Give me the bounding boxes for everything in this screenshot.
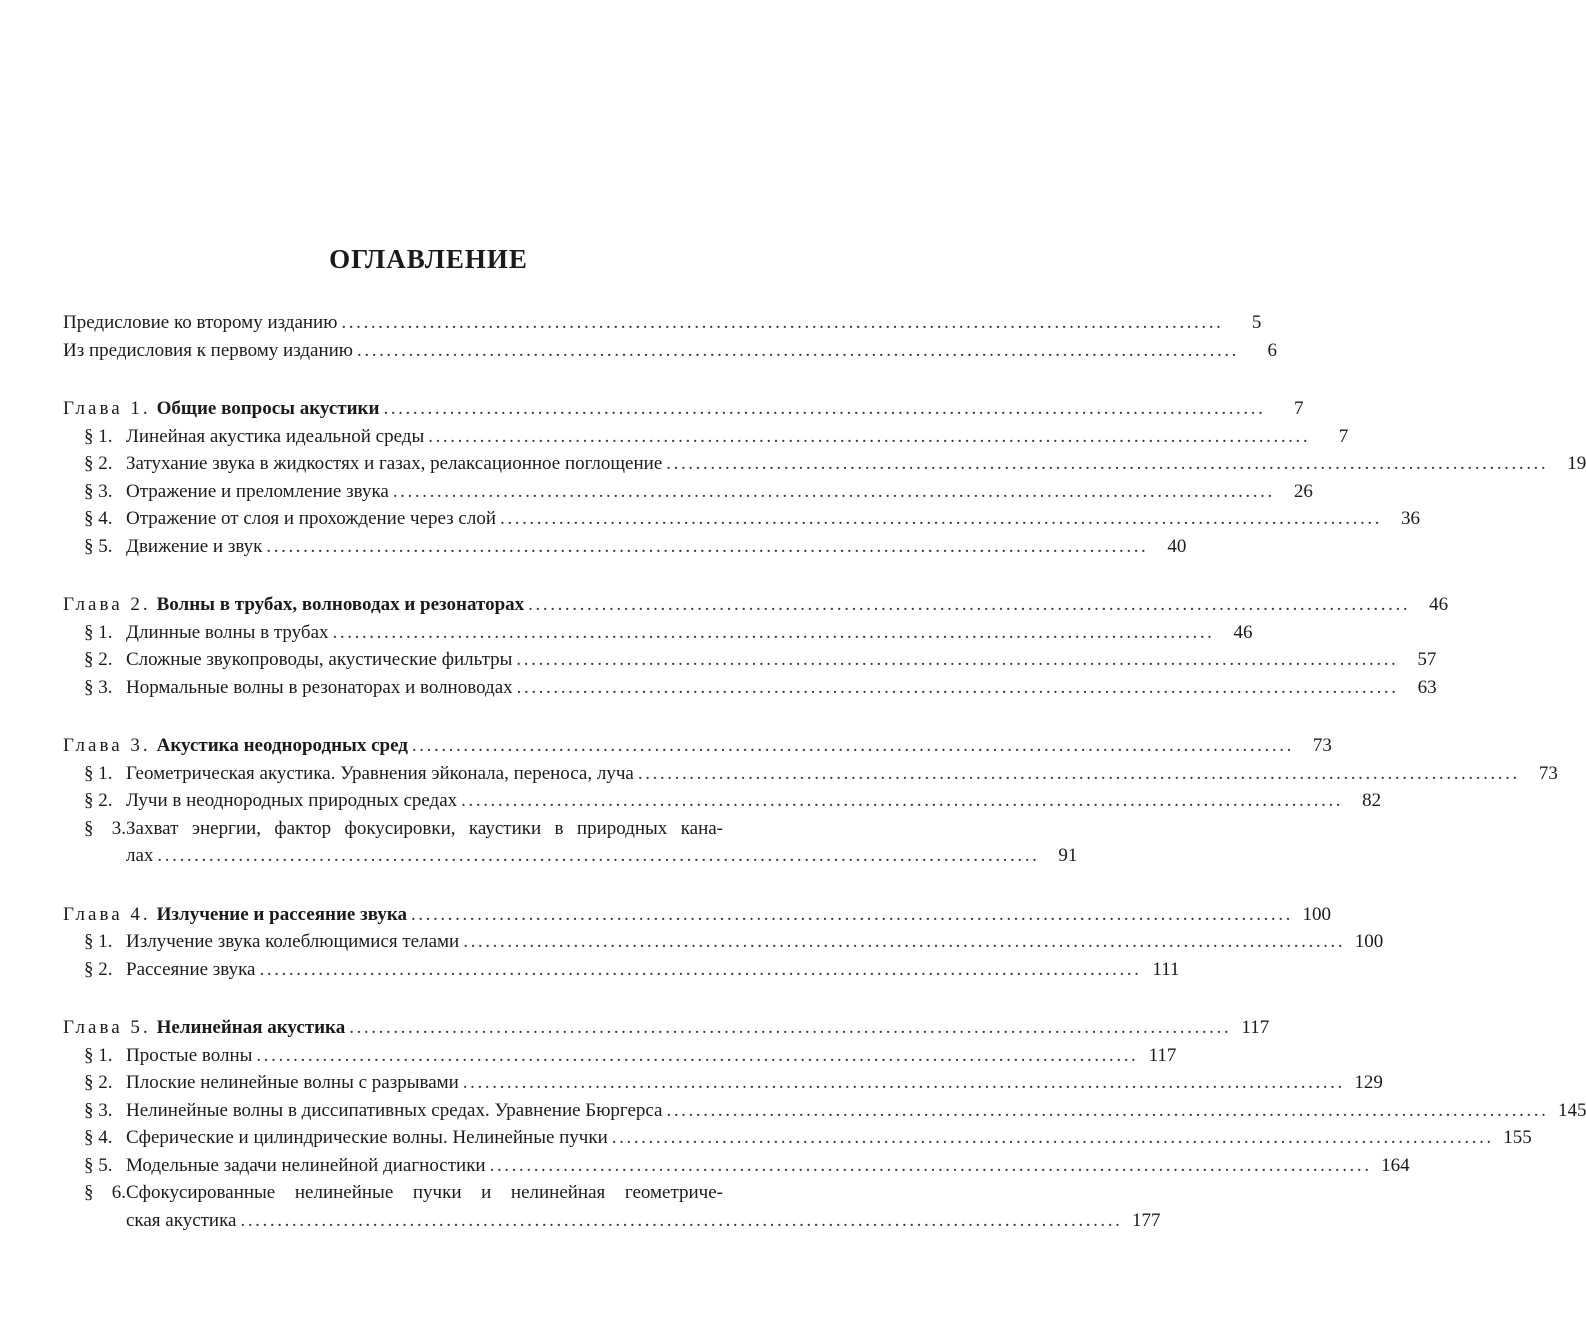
toc-page-number: 129	[1354, 1072, 1383, 1093]
section-number: § 5.	[84, 535, 113, 557]
toc-section[interactable]	[63, 1069, 1383, 1097]
dot-leader: ........................................................................................................................	[462, 1072, 1345, 1093]
dot-leader: ........................................................................................................................	[259, 958, 1142, 980]
chapter-label: Глава 3.	[63, 735, 151, 756]
toc-section-line1[interactable]	[63, 815, 775, 843]
toc-page-number: 7	[1338, 425, 1349, 447]
toc-page-number: 57	[1417, 649, 1437, 670]
chapter-title: Излучение и рассеяние звука	[156, 903, 407, 925]
section-title: Отражение и преломление звука	[126, 480, 389, 502]
dot-leader: ........................................................................................................................	[528, 594, 1411, 615]
section-title-continued: лах	[126, 845, 154, 866]
section-number: § 3.	[84, 817, 126, 839]
section-number: § 1.	[84, 931, 113, 952]
dot-leader: ........................................................................................................................	[489, 1154, 1372, 1176]
toc-section[interactable]	[63, 787, 1382, 815]
toc-page-number: 6	[1267, 339, 1278, 361]
section-number: § 4.	[84, 508, 113, 529]
toc-section[interactable]	[63, 646, 1437, 674]
section-number: § 1.	[84, 621, 113, 643]
toc-section-line2[interactable]	[63, 1207, 1161, 1235]
dot-leader: ........................................................................................................................	[500, 508, 1383, 529]
toc-section[interactable]	[63, 478, 1313, 506]
section-title: Плоские нелинейные волны с разрывами	[126, 1072, 459, 1093]
dot-leader: ........................................................................................................................	[516, 649, 1399, 670]
dot-leader: ........................................................................................................................	[349, 1017, 1232, 1038]
chapter-label: Глава 5.	[63, 1017, 151, 1038]
spacer	[63, 364, 775, 395]
toc-section[interactable]	[63, 450, 1586, 478]
toc-page-number: 46	[1233, 621, 1253, 643]
toc-section[interactable]	[63, 1097, 1586, 1125]
section-title: Лучи в неоднородных природных средах	[126, 790, 458, 811]
dot-leader: ........................................................................................................................	[516, 676, 1399, 698]
chapter-title: Общие вопросы акустики	[156, 398, 380, 419]
toc-page-number: 117	[1241, 1017, 1270, 1038]
section-number: § 3.	[84, 480, 113, 502]
section-title: Захват энергии, фактор фокусировки, каустики в природных кана-	[126, 817, 723, 839]
section-number: § 2.	[84, 649, 113, 670]
chapter-label: Глава 4.	[63, 903, 151, 925]
section-number: § 1.	[84, 425, 113, 447]
section-title: Рассеяние звука	[126, 958, 256, 980]
toc-page-number: 155	[1503, 1127, 1532, 1148]
toc-section[interactable]	[63, 928, 1384, 956]
spacer	[63, 983, 775, 1014]
toc-page-number: 91	[1058, 845, 1078, 866]
toc-page-number: 145	[1557, 1099, 1586, 1121]
toc-chapter-3[interactable]	[63, 732, 1332, 760]
chapter-label: Глава 2.	[63, 594, 151, 615]
dot-leader: ........................................................................................................................	[357, 339, 1240, 361]
section-title: Нелинейные волны в диссипативных средах. Уравнение Бюргерса	[126, 1099, 663, 1121]
dot-leader: ........................................................................................................................	[637, 762, 1520, 784]
toc-page-number: 40	[1167, 535, 1187, 557]
toc-page-number: 117	[1148, 1044, 1177, 1066]
section-number: § 2.	[84, 453, 113, 474]
toc-section[interactable]	[63, 619, 1253, 647]
toc-chapter-1[interactable]	[63, 395, 1304, 423]
dot-leader: ........................................................................................................................	[611, 1127, 1494, 1148]
toc-chapter-2[interactable]	[63, 591, 1449, 619]
toc-section[interactable]	[63, 1042, 1177, 1070]
dot-leader: ........................................................................................................................	[266, 535, 1149, 557]
section-title: Затухание звука в жидкостях и газах, релаксационное поглощение	[126, 453, 663, 474]
section-title: Излучение звука колеблющимися телами	[126, 931, 460, 952]
dot-leader: ........................................................................................................................	[428, 425, 1311, 447]
section-title: Геометрическая акустика. Уравнения эйконала, переноса, луча	[126, 762, 634, 784]
dot-leader: ........................................................................................................................	[410, 903, 1293, 925]
dot-leader: ........................................................................................................................	[411, 735, 1294, 756]
section-title: Модельные задачи нелинейной диагностики	[126, 1154, 486, 1176]
chapter-title: Волны в трубах, волноводах и резонаторах	[156, 594, 525, 615]
dot-leader: ........................................................................................................................	[383, 398, 1266, 419]
toc-page-number: 63	[1417, 676, 1437, 698]
section-title: Нормальные волны в резонаторах и волноводах	[126, 676, 513, 698]
section-title: Линейная акустика идеальной среды	[126, 425, 425, 447]
dot-leader: ........................................................................................................................	[392, 480, 1275, 502]
dot-leader: ........................................................................................................................	[461, 790, 1344, 811]
section-number: § 5.	[84, 1154, 113, 1176]
chapter-label: Глава 1.	[63, 398, 151, 419]
section-number: § 4.	[84, 1127, 113, 1148]
spacer	[63, 870, 775, 901]
page-title: ОГЛАВЛЕНИЕ	[329, 244, 528, 274]
toc-page-number: 7	[1293, 398, 1304, 419]
toc-page-number: 164	[1381, 1154, 1410, 1176]
toc-page-number: 82	[1362, 790, 1382, 811]
toc-section[interactable]	[63, 956, 1180, 984]
section-number: § 1.	[84, 762, 113, 784]
section-number: § 2.	[84, 1072, 113, 1093]
dot-leader: ........................................................................................................................	[666, 453, 1549, 474]
section-number: § 2.	[84, 790, 113, 811]
section-title: Сферические и цилиндрические волны. Нелинейные пучки	[126, 1127, 608, 1148]
toc-page-number: 111	[1152, 958, 1180, 980]
toc-page-number: 26	[1293, 480, 1313, 502]
toc-page-number: 46	[1429, 594, 1449, 615]
toc-section[interactable]	[63, 1124, 1532, 1152]
dot-leader: ........................................................................................................................	[332, 621, 1215, 643]
dot-leader: ........................................................................................................................	[256, 1044, 1139, 1066]
section-title: Отражение от слоя и прохождение через слой	[126, 508, 497, 529]
dot-leader: ........................................................................................................................	[240, 1209, 1123, 1231]
toc-page-number: 177	[1131, 1209, 1161, 1231]
section-title: Простые волны	[126, 1044, 253, 1066]
toc-section[interactable]	[63, 674, 1437, 702]
section-number: § 6.	[84, 1182, 126, 1203]
toc-section-line1[interactable]	[63, 1179, 775, 1207]
section-number: § 3.	[84, 1099, 113, 1121]
section-number: § 3.	[84, 676, 113, 698]
dot-leader: ........................................................................................................................	[341, 312, 1224, 333]
section-number: § 2.	[84, 958, 113, 980]
dot-leader: ........................................................................................................................	[463, 931, 1346, 952]
toc-page-number: 73	[1312, 735, 1332, 756]
toc-section[interactable]	[63, 533, 1187, 561]
section-title: Сфокусированные нелинейные пучки и нелинейная геометриче-	[126, 1182, 723, 1203]
section-number: § 1.	[84, 1044, 113, 1066]
section-title: Длинные волны в трубах	[126, 621, 329, 643]
toc-page-number: 73	[1538, 762, 1558, 784]
spacer	[63, 701, 775, 732]
toc-section-line2[interactable]	[63, 842, 1078, 870]
chapter-title: Акустика неоднородных сред	[156, 735, 408, 756]
table-of-contents	[63, 309, 1586, 1234]
dot-leader: ........................................................................................................................	[157, 845, 1040, 866]
toc-chapter-5[interactable]	[63, 1014, 1270, 1042]
toc-page-number: 19	[1567, 453, 1586, 474]
toc-page-number: 5	[1251, 312, 1262, 333]
toc-page-number: 100	[1302, 903, 1331, 925]
toc-section[interactable]	[63, 505, 1421, 533]
chapter-title: Нелинейная акустика	[156, 1017, 346, 1038]
section-title: Движение и звук	[126, 535, 263, 557]
toc-entry-preface-first[interactable]	[63, 337, 1278, 365]
toc-page-number: 100	[1354, 931, 1384, 952]
toc-section[interactable]	[63, 1152, 1410, 1180]
toc-entry-title: Из предисловия к первому изданию	[63, 339, 354, 361]
dot-leader: ........................................................................................................................	[666, 1099, 1549, 1121]
toc-page-number: 36	[1401, 508, 1421, 529]
section-title-continued: ская акустика	[126, 1209, 237, 1231]
toc-chapter-4[interactable]	[63, 901, 1331, 929]
toc-section[interactable]	[63, 423, 1349, 451]
toc-entry-title: Предисловие ко второму изданию	[63, 312, 338, 333]
spacer	[63, 560, 775, 591]
section-title: Сложные звукопроводы, акустические фильтры	[126, 649, 513, 670]
toc-section[interactable]	[63, 760, 1558, 788]
toc-entry-preface-second[interactable]	[63, 309, 1262, 337]
